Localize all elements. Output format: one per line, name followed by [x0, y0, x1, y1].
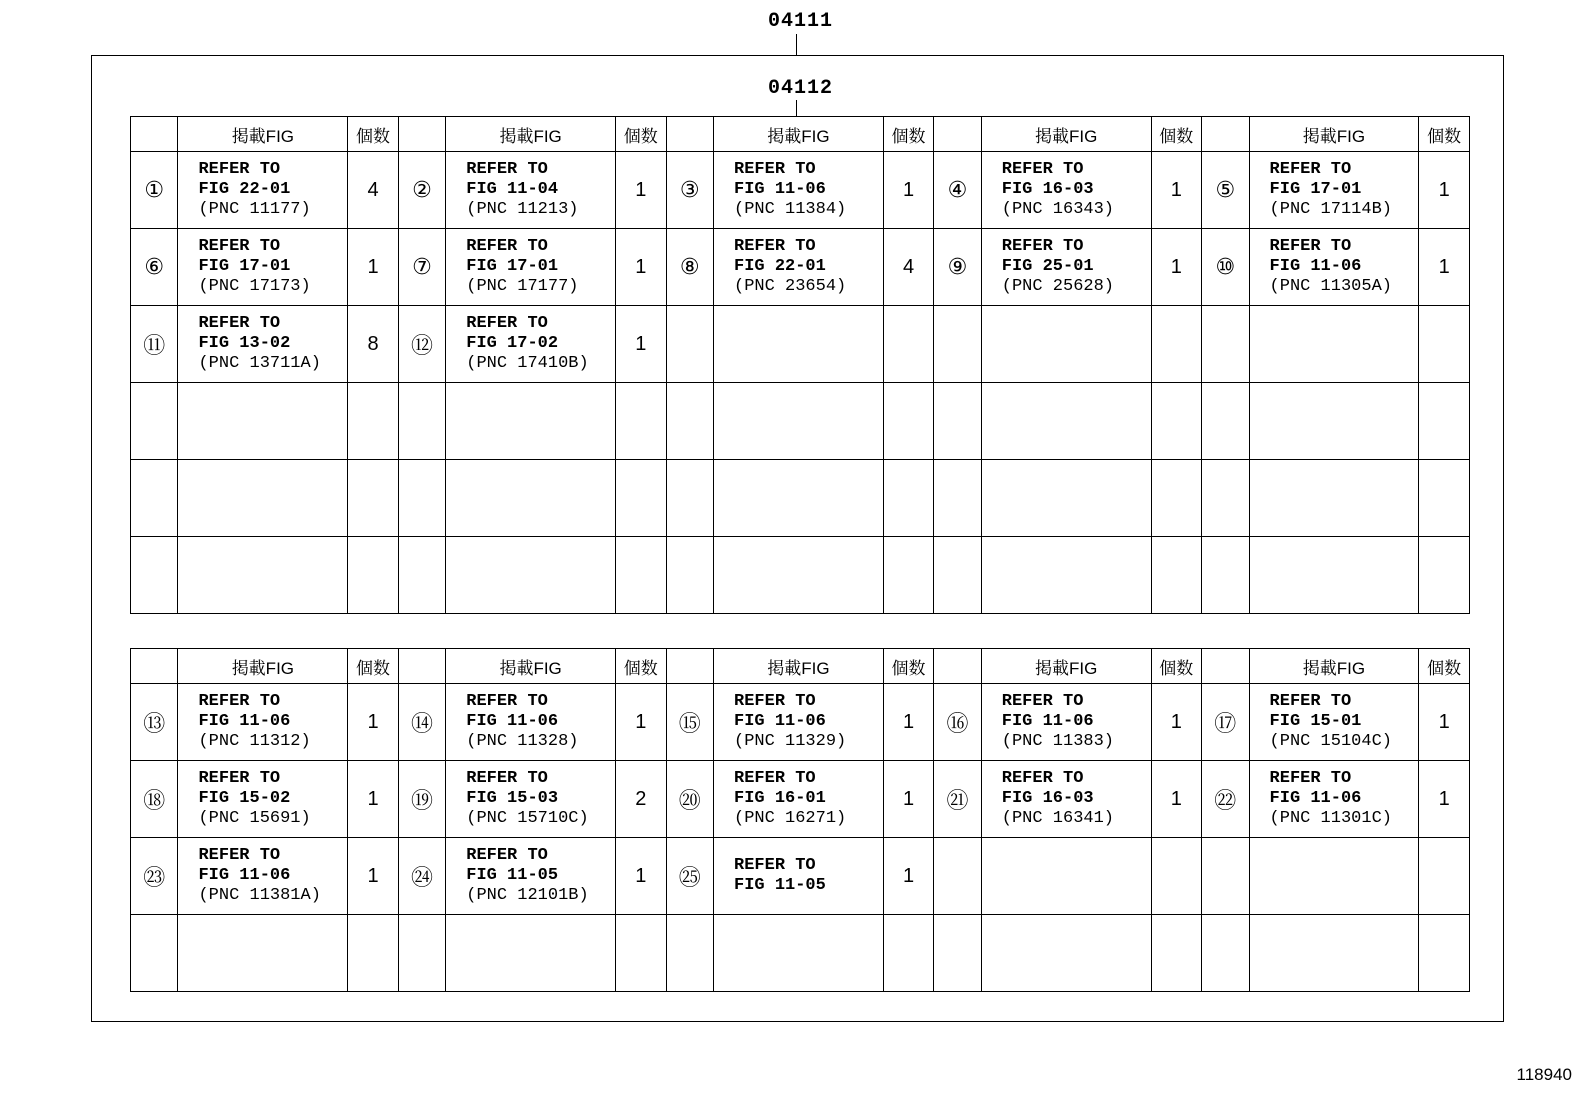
fig-number: FIG 17-01 — [198, 257, 291, 276]
item-number — [1202, 306, 1249, 383]
fig-number: FIG 25-01 — [1001, 257, 1094, 276]
table-row — [131, 838, 1470, 915]
quantity: 1 — [616, 306, 667, 383]
item-number: ⑦ — [398, 229, 445, 306]
quantity — [1419, 838, 1470, 915]
header-qty: 個数 — [1151, 649, 1202, 684]
fig-reference — [981, 761, 1151, 838]
header-fig: 掲載FIG — [178, 649, 348, 684]
header-fig: 掲載FIG — [981, 649, 1151, 684]
header-qty: 個数 — [616, 117, 667, 152]
item-number — [131, 383, 178, 460]
quantity: 1 — [1419, 229, 1470, 306]
fig-reference — [981, 838, 1151, 915]
fig-reference — [178, 684, 348, 761]
fig-reference — [178, 383, 348, 460]
header-qty: 個数 — [1419, 117, 1470, 152]
item-number: ⑥ — [131, 229, 178, 306]
quantity — [1151, 838, 1202, 915]
fig-number: FIG 16-03 — [1001, 789, 1094, 808]
refer-to-text: REFER TO — [1269, 160, 1352, 179]
refer-to-text: REFER TO — [1269, 692, 1352, 711]
quantity: 1 — [1419, 761, 1470, 838]
quantity: 1 — [348, 229, 399, 306]
item-number — [666, 306, 713, 383]
item-number: ⑧ — [666, 229, 713, 306]
fig-number: FIG 15-02 — [198, 789, 291, 808]
refer-to-text: REFER TO — [734, 692, 816, 711]
fig-number: FIG 11-06 — [198, 712, 291, 731]
item-number: ⑫ — [398, 306, 445, 383]
quantity — [1419, 915, 1470, 992]
pnc-number: (PNC 11301C) — [1269, 809, 1392, 828]
fig-reference — [178, 537, 348, 614]
table-row — [131, 761, 1470, 838]
fig-reference — [981, 537, 1151, 614]
header-mark-cell — [131, 649, 178, 684]
table-row — [131, 460, 1470, 537]
refer-to-text: REFER TO — [466, 314, 548, 333]
quantity: 1 — [616, 152, 667, 229]
outer-leader-line — [796, 34, 797, 56]
item-number — [131, 460, 178, 537]
quantity: 4 — [883, 229, 934, 306]
fig-number: FIG 11-06 — [734, 180, 826, 199]
fig-reference — [981, 383, 1151, 460]
refer-to-text: REFER TO — [198, 237, 281, 256]
item-number: ③ — [666, 152, 713, 229]
fig-reference — [178, 229, 348, 306]
item-number: ① — [131, 152, 178, 229]
fig-reference — [446, 306, 616, 383]
header-fig: 掲載FIG — [714, 117, 884, 152]
pnc-number: (PNC 25628) — [1001, 277, 1114, 296]
quantity: 1 — [1151, 761, 1202, 838]
fig-number: FIG 16-03 — [1001, 180, 1094, 199]
refer-to-text: REFER TO — [1001, 237, 1084, 256]
fig-reference — [178, 460, 348, 537]
fig-reference — [178, 306, 348, 383]
header-fig: 掲載FIG — [1249, 649, 1419, 684]
item-number — [1202, 915, 1249, 992]
fig-reference — [1249, 306, 1419, 383]
fig-reference — [714, 229, 884, 306]
item-number — [131, 915, 178, 992]
fig-reference — [1249, 383, 1419, 460]
pnc-number: (PNC 17173) — [198, 277, 311, 296]
quantity — [616, 460, 667, 537]
quantity: 1 — [883, 152, 934, 229]
quantity — [1419, 383, 1470, 460]
quantity — [348, 383, 399, 460]
fig-number: FIG 15-03 — [466, 789, 559, 808]
pnc-number: (PNC 17114B) — [1269, 200, 1392, 219]
kit-table-lower — [130, 648, 1470, 992]
fig-reference — [446, 460, 616, 537]
quantity: 1 — [1419, 152, 1470, 229]
fig-reference — [714, 460, 884, 537]
item-number: ㉓ — [131, 838, 178, 915]
table-row — [131, 383, 1470, 460]
quantity: 1 — [616, 838, 667, 915]
item-number — [131, 537, 178, 614]
item-number — [1202, 537, 1249, 614]
pnc-number: (PNC 15691) — [198, 809, 311, 828]
pnc-number: (PNC 11381A) — [198, 886, 321, 905]
refer-to-text: REFER TO — [198, 846, 281, 865]
item-number: ⑮ — [666, 684, 713, 761]
table-row — [131, 229, 1470, 306]
fig-number: FIG 17-01 — [466, 257, 559, 276]
quantity: 1 — [616, 229, 667, 306]
header-mark-cell — [666, 649, 713, 684]
pnc-number: (PNC 23654) — [734, 277, 847, 296]
item-number: ⑨ — [934, 229, 981, 306]
item-number: ⑤ — [1202, 152, 1249, 229]
item-number: ⑲ — [398, 761, 445, 838]
inner-assembly-label: 04112 — [768, 77, 834, 100]
fig-reference — [981, 915, 1151, 992]
quantity — [616, 383, 667, 460]
fig-number: FIG 11-05 — [734, 876, 826, 895]
item-number — [666, 537, 713, 614]
fig-number: FIG 17-01 — [1269, 180, 1362, 199]
pnc-number: (PNC 16271) — [734, 809, 847, 828]
pnc-number: (PNC 12101B) — [466, 886, 589, 905]
item-number: ⑭ — [398, 684, 445, 761]
fig-reference — [446, 838, 616, 915]
quantity: 1 — [1151, 152, 1202, 229]
item-number — [934, 306, 981, 383]
header-fig: 掲載FIG — [446, 117, 616, 152]
quantity: 4 — [348, 152, 399, 229]
quantity — [1419, 306, 1470, 383]
fig-number: FIG 11-05 — [466, 866, 559, 885]
fig-number: FIG 13-02 — [198, 334, 291, 353]
item-number — [934, 537, 981, 614]
fig-reference — [1249, 460, 1419, 537]
fig-reference — [714, 761, 884, 838]
quantity: 1 — [348, 684, 399, 761]
item-number — [1202, 838, 1249, 915]
fig-number: FIG 11-06 — [466, 712, 559, 731]
table-row — [131, 152, 1470, 229]
fig-reference — [178, 152, 348, 229]
quantity — [1151, 460, 1202, 537]
quantity: 1 — [1151, 684, 1202, 761]
quantity — [883, 306, 934, 383]
inner-leader-line — [796, 100, 797, 116]
header-row — [131, 649, 1470, 684]
pnc-number: (PNC 17410B) — [466, 354, 589, 373]
quantity: 1 — [1419, 684, 1470, 761]
item-number: ② — [398, 152, 445, 229]
quantity: 8 — [348, 306, 399, 383]
quantity — [1151, 537, 1202, 614]
item-number: ④ — [934, 152, 981, 229]
header-row — [131, 117, 1470, 152]
pnc-number: (PNC 11213) — [466, 200, 579, 219]
pnc-number: (PNC 11312) — [198, 732, 311, 751]
quantity: 1 — [883, 684, 934, 761]
fig-reference — [1249, 915, 1419, 992]
item-number: ㉑ — [934, 761, 981, 838]
fig-reference — [714, 537, 884, 614]
fig-reference — [714, 838, 884, 915]
refer-to-text: REFER TO — [466, 846, 548, 865]
item-number — [398, 915, 445, 992]
header-qty: 個数 — [1419, 649, 1470, 684]
fig-reference — [981, 152, 1151, 229]
header-qty: 個数 — [348, 117, 399, 152]
fig-number: FIG 16-01 — [734, 789, 826, 808]
kit-table-upper — [130, 116, 1470, 614]
pnc-number: (PNC 11329) — [734, 732, 847, 751]
fig-number: FIG 17-02 — [466, 334, 559, 353]
refer-to-text: REFER TO — [1001, 160, 1084, 179]
quantity: 1 — [883, 761, 934, 838]
header-fig: 掲載FIG — [1249, 117, 1419, 152]
item-number — [666, 915, 713, 992]
refer-to-text: REFER TO — [1001, 692, 1084, 711]
item-number: ⑳ — [666, 761, 713, 838]
quantity: 1 — [348, 838, 399, 915]
item-number: ㉔ — [398, 838, 445, 915]
item-number — [1202, 383, 1249, 460]
fig-reference — [446, 229, 616, 306]
header-qty: 個数 — [1151, 117, 1202, 152]
fig-reference — [714, 684, 884, 761]
quantity — [616, 915, 667, 992]
quantity — [1419, 460, 1470, 537]
item-number — [398, 537, 445, 614]
quantity — [1151, 383, 1202, 460]
header-mark-cell — [934, 117, 981, 152]
table-row — [131, 306, 1470, 383]
fig-reference — [981, 684, 1151, 761]
header-fig: 掲載FIG — [446, 649, 616, 684]
header-qty: 個数 — [883, 117, 934, 152]
header-mark-cell — [934, 649, 981, 684]
pnc-number: (PNC 16341) — [1001, 809, 1114, 828]
fig-reference — [1249, 684, 1419, 761]
pnc-number: (PNC 11384) — [734, 200, 847, 219]
fig-reference — [446, 684, 616, 761]
fig-reference — [446, 537, 616, 614]
fig-reference — [446, 915, 616, 992]
pnc-number: (PNC 16343) — [1001, 200, 1114, 219]
fig-number: FIG 11-06 — [1269, 789, 1362, 808]
header-qty: 個数 — [348, 649, 399, 684]
refer-to-text: REFER TO — [1001, 769, 1084, 788]
quantity — [1419, 537, 1470, 614]
header-mark-cell — [1202, 117, 1249, 152]
item-number — [666, 460, 713, 537]
fig-number: FIG 22-01 — [734, 257, 826, 276]
quantity: 1 — [883, 838, 934, 915]
table-row — [131, 537, 1470, 614]
refer-to-text: REFER TO — [466, 160, 548, 179]
fig-reference — [1249, 838, 1419, 915]
fig-reference — [981, 229, 1151, 306]
header-mark-cell — [131, 117, 178, 152]
quantity — [348, 537, 399, 614]
header-qty: 個数 — [616, 649, 667, 684]
fig-number: FIG 22-01 — [198, 180, 291, 199]
fig-reference — [1249, 761, 1419, 838]
item-number — [666, 383, 713, 460]
item-number — [398, 460, 445, 537]
quantity — [883, 383, 934, 460]
item-number: ⑩ — [1202, 229, 1249, 306]
header-mark-cell — [666, 117, 713, 152]
refer-to-text: REFER TO — [1269, 237, 1352, 256]
fig-number: FIG 15-01 — [1269, 712, 1362, 731]
refer-to-text: REFER TO — [734, 769, 816, 788]
fig-reference — [714, 152, 884, 229]
quantity — [1151, 915, 1202, 992]
fig-reference — [1249, 152, 1419, 229]
fig-reference — [178, 915, 348, 992]
pnc-number: (PNC 13711A) — [198, 354, 321, 373]
image-code: 118940 — [1516, 1065, 1572, 1084]
item-number — [398, 383, 445, 460]
fig-number: FIG 11-06 — [1001, 712, 1094, 731]
header-qty: 個数 — [883, 649, 934, 684]
pnc-number: (PNC 11177) — [198, 200, 311, 219]
pnc-number: (PNC 17177) — [466, 277, 579, 296]
quantity: 1 — [1151, 229, 1202, 306]
item-number: ㉒ — [1202, 761, 1249, 838]
quantity — [1151, 306, 1202, 383]
item-number: ⑱ — [131, 761, 178, 838]
refer-to-text: REFER TO — [466, 237, 548, 256]
item-number — [934, 838, 981, 915]
header-fig: 掲載FIG — [981, 117, 1151, 152]
item-number — [934, 915, 981, 992]
fig-reference — [446, 152, 616, 229]
quantity — [883, 460, 934, 537]
pnc-number: (PNC 11383) — [1001, 732, 1114, 751]
quantity — [883, 915, 934, 992]
quantity — [348, 460, 399, 537]
item-number: ⑰ — [1202, 684, 1249, 761]
refer-to-text: REFER TO — [198, 692, 281, 711]
fig-reference — [446, 383, 616, 460]
fig-reference — [714, 915, 884, 992]
item-number — [934, 460, 981, 537]
fig-reference — [981, 460, 1151, 537]
pnc-number: (PNC 11328) — [466, 732, 579, 751]
refer-to-text: REFER TO — [198, 160, 281, 179]
item-number: ⑪ — [131, 306, 178, 383]
quantity: 2 — [616, 761, 667, 838]
fig-reference — [178, 761, 348, 838]
header-mark-cell — [398, 649, 445, 684]
fig-reference — [981, 306, 1151, 383]
item-number: ⑬ — [131, 684, 178, 761]
fig-reference — [714, 306, 884, 383]
fig-number: FIG 11-04 — [466, 180, 559, 199]
header-mark-cell — [398, 117, 445, 152]
refer-to-text: REFER TO — [198, 769, 281, 788]
pnc-number: (PNC 15104C) — [1269, 732, 1392, 751]
fig-reference — [1249, 537, 1419, 614]
refer-to-text: REFER TO — [198, 314, 281, 333]
fig-reference — [178, 838, 348, 915]
fig-number: FIG 11-06 — [198, 866, 291, 885]
outer-assembly-label: 04111 — [768, 10, 834, 33]
quantity: 1 — [616, 684, 667, 761]
table-row — [131, 684, 1470, 761]
header-mark-cell — [1202, 649, 1249, 684]
header-fig: 掲載FIG — [178, 117, 348, 152]
quantity: 1 — [348, 761, 399, 838]
item-number: ㉕ — [666, 838, 713, 915]
fig-reference — [446, 761, 616, 838]
header-fig: 掲載FIG — [714, 649, 884, 684]
item-number — [934, 383, 981, 460]
quantity — [616, 537, 667, 614]
item-number: ⑯ — [934, 684, 981, 761]
table-row — [131, 915, 1470, 992]
refer-to-text: REFER TO — [734, 160, 816, 179]
pnc-number: (PNC 15710C) — [466, 809, 589, 828]
refer-to-text: REFER TO — [734, 237, 816, 256]
quantity — [348, 915, 399, 992]
refer-to-text: REFER TO — [1269, 769, 1352, 788]
refer-to-text: REFER TO — [466, 769, 548, 788]
pnc-number: (PNC 11305A) — [1269, 277, 1392, 296]
fig-reference — [1249, 229, 1419, 306]
fig-number: FIG 11-06 — [1269, 257, 1362, 276]
fig-number: FIG 11-06 — [734, 712, 826, 731]
fig-reference — [714, 383, 884, 460]
quantity — [883, 537, 934, 614]
refer-to-text: REFER TO — [466, 692, 548, 711]
item-number — [1202, 460, 1249, 537]
refer-to-text: REFER TO — [734, 856, 816, 875]
